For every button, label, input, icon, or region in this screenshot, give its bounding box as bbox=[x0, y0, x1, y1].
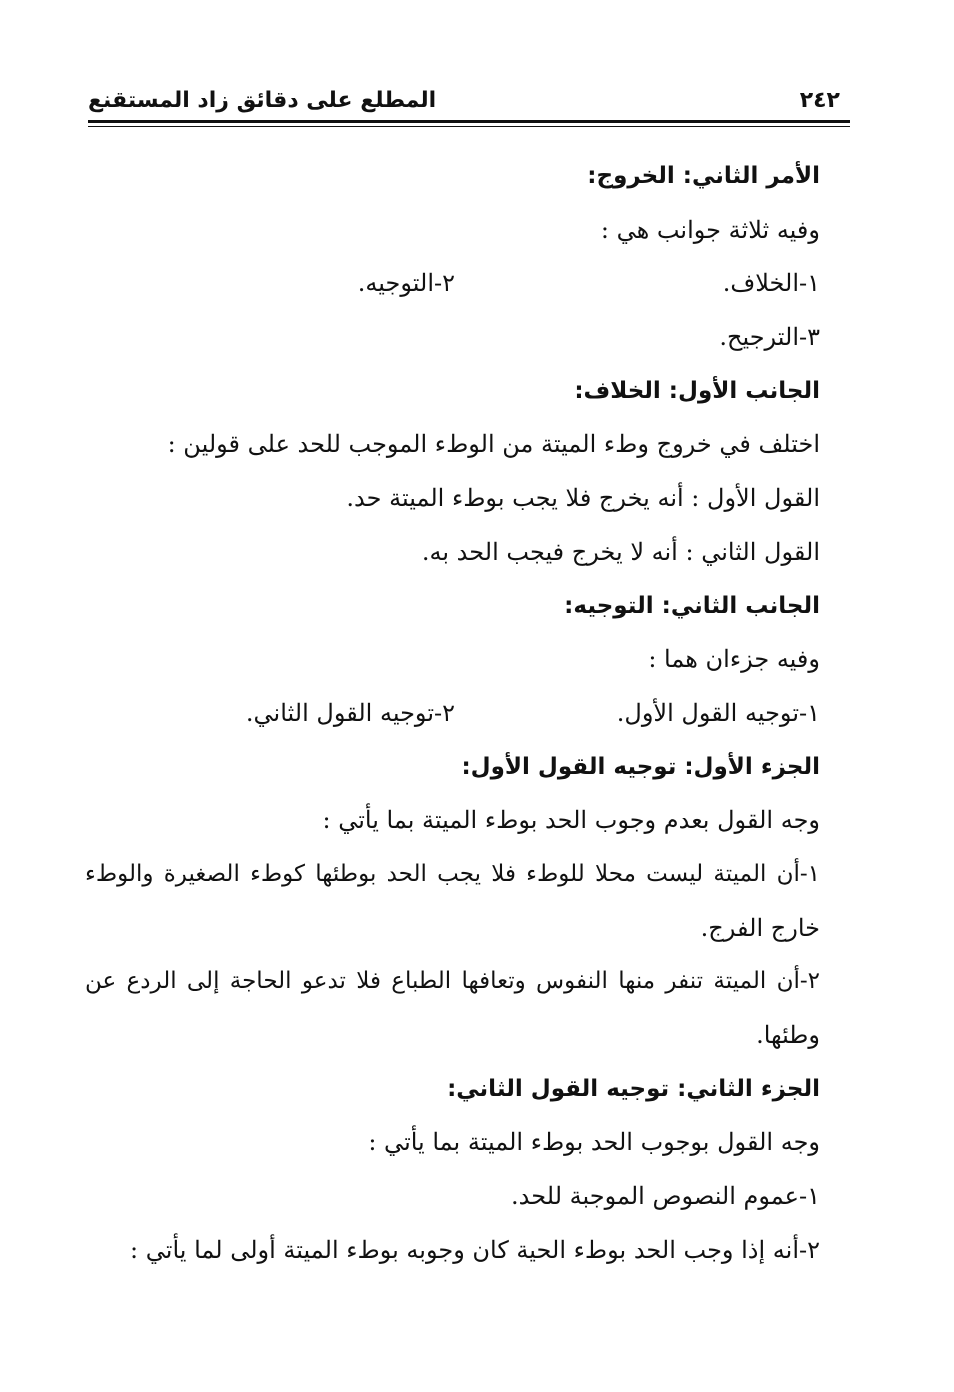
list-item: ٢-التوجيه. bbox=[357, 269, 455, 298]
list-row bbox=[85, 687, 820, 741]
subsection-heading: الجزء الأول: توجيه القول الأول: bbox=[461, 753, 820, 780]
list-item: ١-عموم النصوص الموجبة للحد. bbox=[511, 1182, 820, 1211]
paragraph-line: القول الأول : أنه يخرج فلا يجب بوطء الميتة حد. bbox=[346, 484, 820, 513]
paragraph-line: خارج الفرج. bbox=[700, 913, 820, 942]
paragraph-line: وجه القول بعدم وجوب الحد بوطء الميتة بما يأتي : bbox=[322, 806, 820, 835]
page-header bbox=[88, 86, 850, 120]
list-row bbox=[85, 257, 820, 311]
subsection-heading: الجانب الثاني: التوجيه: bbox=[564, 592, 820, 619]
list-item: ٣-الترجيح. bbox=[719, 323, 820, 352]
list-item: ٢-توجيه القول الثاني. bbox=[245, 698, 455, 727]
paragraph-line: وجه القول بوجوب الحد بوطء الميتة بما يأتي : bbox=[368, 1128, 820, 1157]
list-item: ١-الخلاف. bbox=[722, 269, 820, 298]
section-heading: الأمر الثاني: الخروج: bbox=[587, 163, 820, 189]
running-title: المطلع على دقائق زاد المستقنع bbox=[88, 88, 437, 113]
page-body bbox=[85, 150, 820, 1277]
paragraph-line: اختلف في خروج وطء الميتة من الوطء الموجب للحد على قولين : bbox=[167, 430, 820, 459]
paragraph-line: القول الثاني : أنه لا يخرج فيجب الحد به. bbox=[421, 537, 820, 566]
header-rule-thick bbox=[88, 120, 850, 123]
subsection-heading: الجزء الثاني: توجيه القول الثاني: bbox=[447, 1075, 820, 1102]
page-number: ٢٤٢ bbox=[799, 88, 840, 113]
paragraph-line: ١-أن الميتة ليست محلا للوطء فلا يجب الحد بوطئها كوطء الصغيرة والوطء bbox=[85, 860, 820, 887]
subsection-heading: الجانب الأول: الخلاف: bbox=[574, 377, 820, 404]
paragraph-line: ٢-أن الميتة تنفر منها النفوس وتعافها الطباع فلا تدعو الحاجة إلى الردع عن bbox=[85, 968, 820, 995]
paragraph-line: وفيه جزءان هما : bbox=[648, 645, 820, 674]
list-item: ١-توجيه القول الأول. bbox=[616, 698, 820, 727]
paragraph-line: وفيه ثلاثة جوانب هي : bbox=[600, 215, 820, 244]
header-rule-thin bbox=[88, 126, 850, 127]
list-item: ٢-أنه إذا وجب الحد بوطء الحية كان وجوبه بوطء الميتة أولى لما يأتي : bbox=[130, 1235, 820, 1264]
paragraph-line: وطئها. bbox=[756, 1021, 820, 1049]
